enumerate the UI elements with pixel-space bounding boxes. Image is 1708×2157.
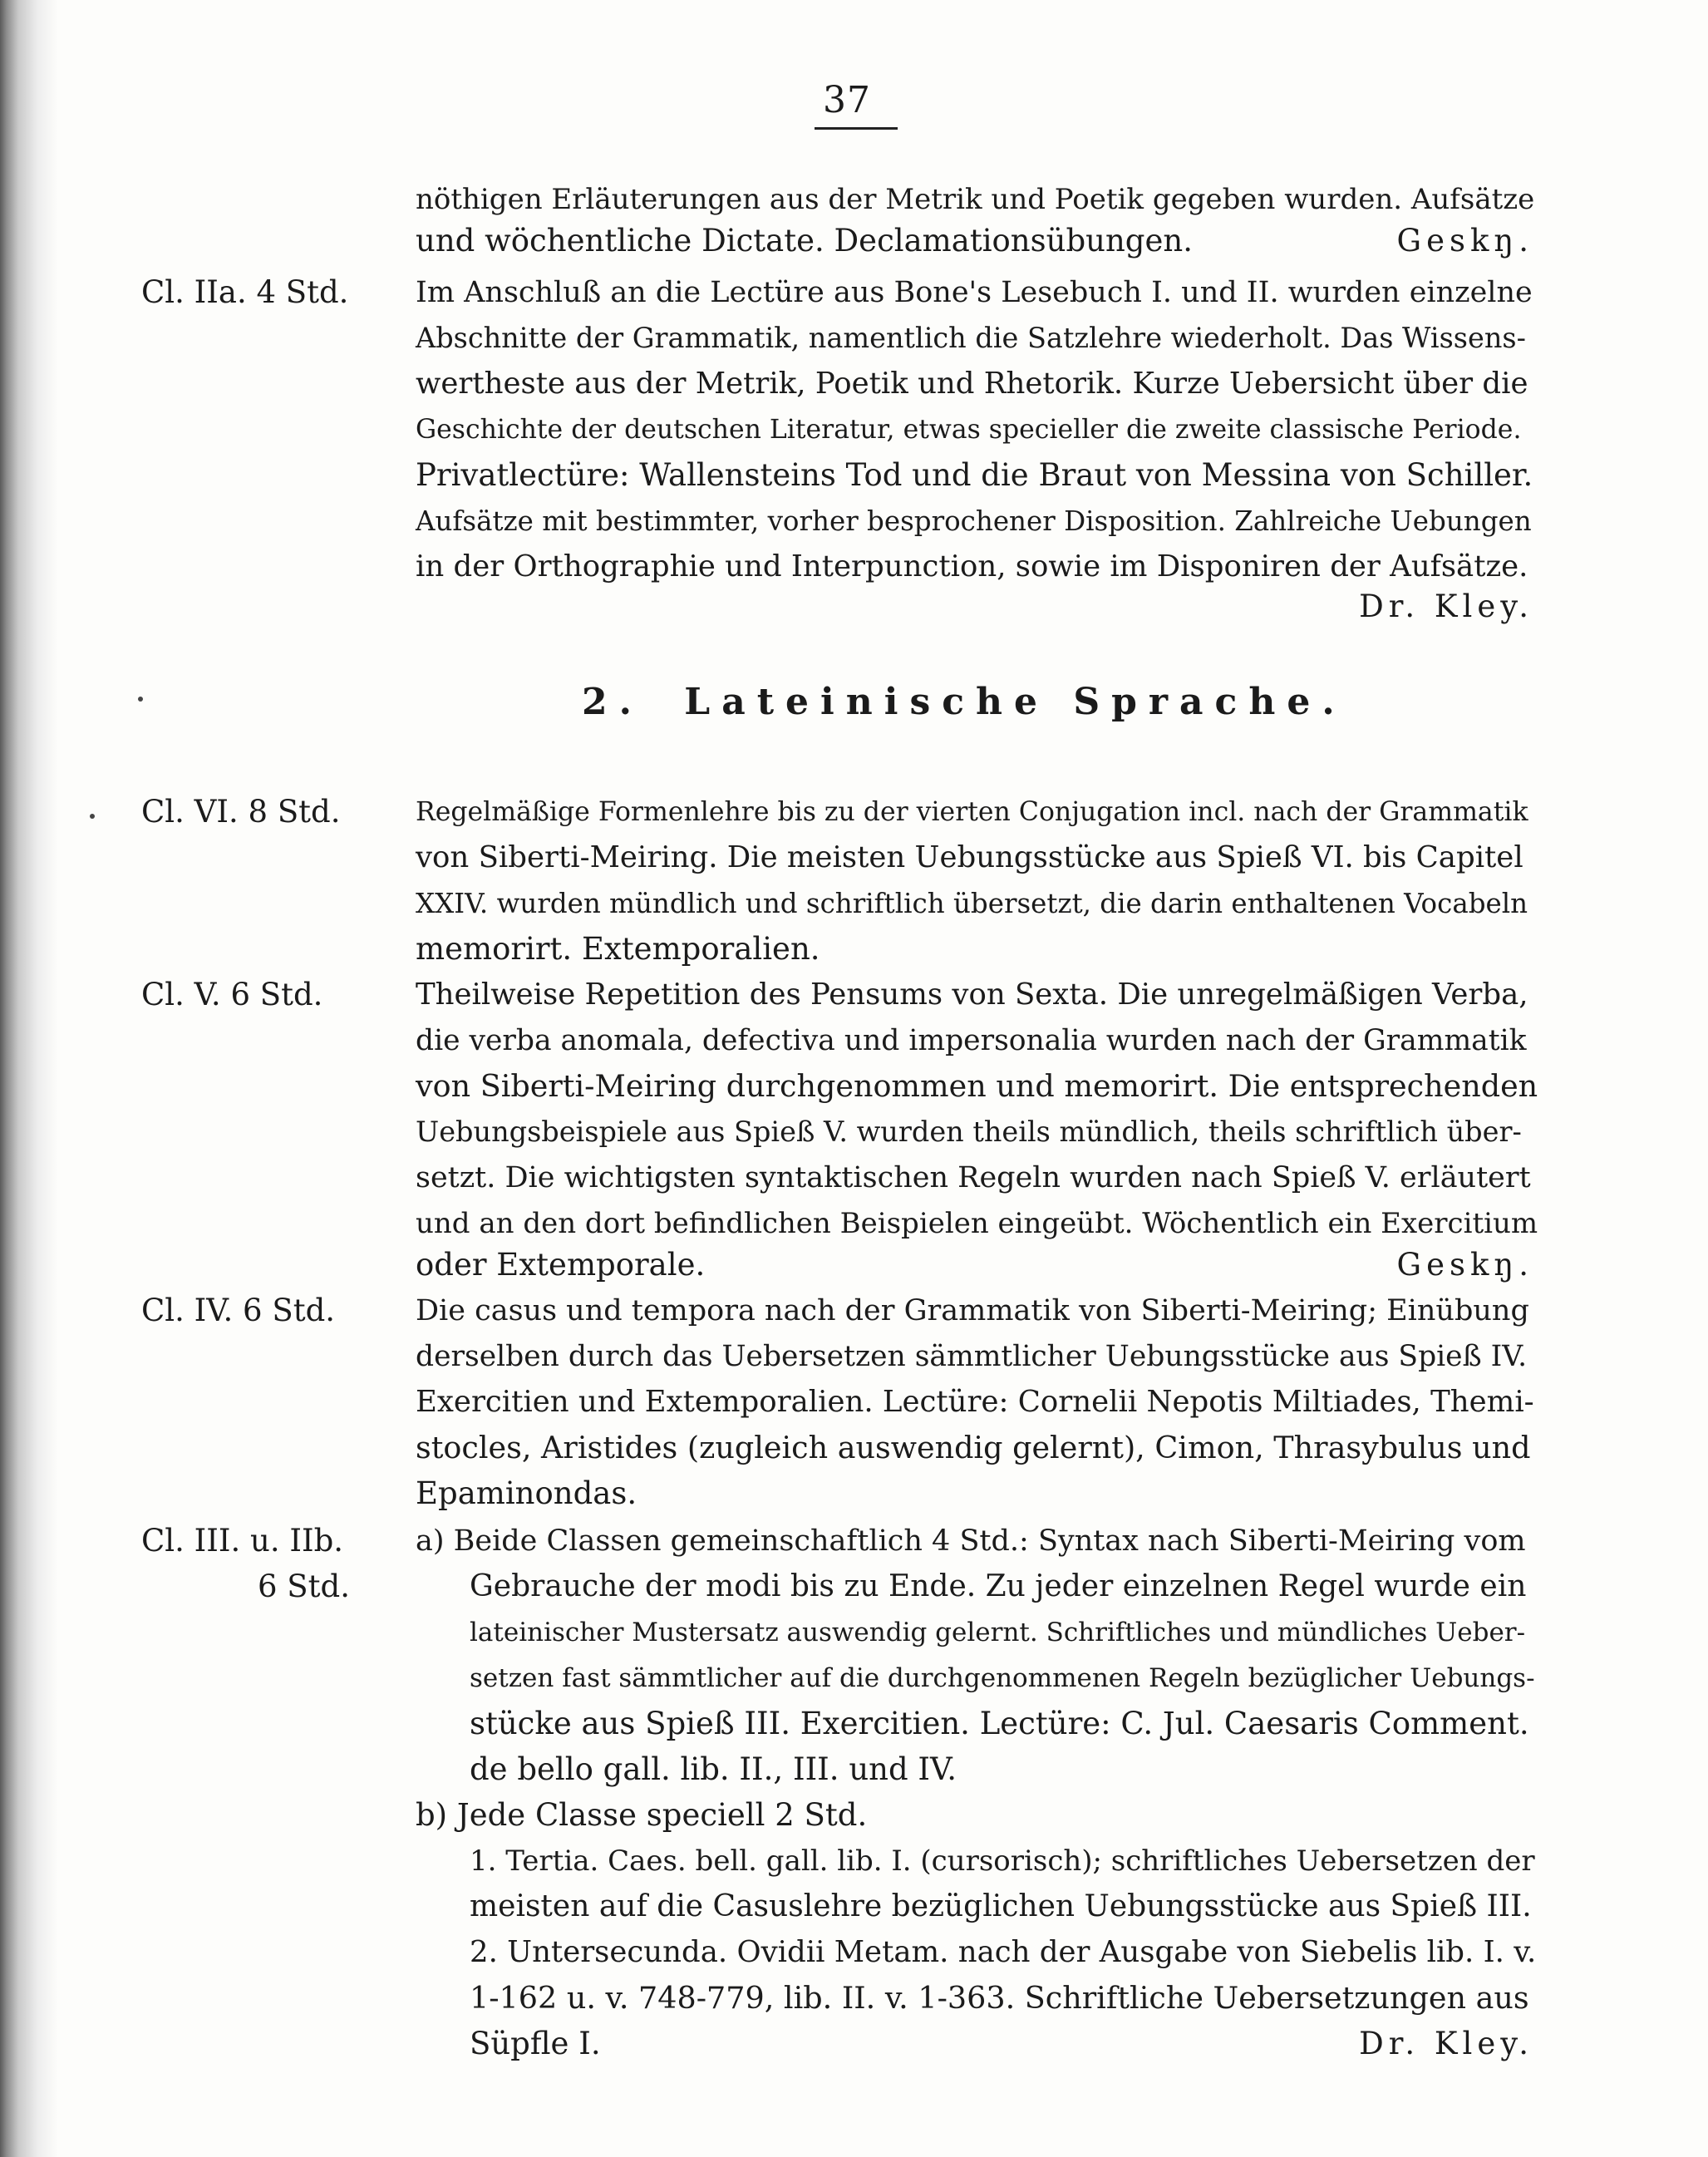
text-line: derselben durch das Uebersetzen sämmtlicher Uebungsstücke aus Spieß IV. — [416, 1340, 1528, 1373]
text-line: Uebungsbeispiele aus Spieß V. wurden theils mündlich, theils schriftlich über- — [416, 1115, 1522, 1148]
class-label: Cl. III. u. IIb. — [141, 1523, 344, 1559]
text-line — [416, 223, 1533, 259]
text-line: Privatlectüre: Wallensteins Tod und die Braut von Messina von Schiller. — [416, 457, 1533, 493]
text-line: Aufsätze mit bestimmter, vorher besprochener Disposition. Zahlreiche Uebungen — [416, 505, 1532, 537]
author-signature: Geskŋ. — [1396, 1247, 1533, 1283]
text-line: von Siberti-Meiring. Die meisten Uebungsstücke aus Spieß VI. bis Capitel — [416, 840, 1523, 874]
text-line: 1. Tertia. Caes. bell. gall. lib. I. (cursorisch); schriftliches Uebersetzen der — [470, 1844, 1535, 1878]
text-line — [416, 181, 1533, 218]
text-line: stücke aus Spieß III. Exercitien. Lectüre: C. Jul. Caesaris Comment. — [470, 1706, 1529, 1741]
text-line — [470, 2026, 1533, 2062]
class-label: Cl. IV. 6 Std. — [141, 1293, 336, 1328]
section-title: Lateinische Sprache. — [684, 681, 1346, 723]
text-line: Im Anschluß an die Lectüre aus Bone's Lesebuch I. und II. wurden einzelne — [416, 276, 1533, 309]
text-line: memorirt. Extemporalien. — [416, 931, 820, 967]
binding-shadow — [0, 0, 58, 2157]
text-line: wertheste aus der Metrik, Poetik und Rhetorik. Kurze Uebersicht über die — [416, 367, 1528, 401]
text-line-content: nöthigen Erläuterungen aus der Metrik und Poetik gegeben wurden. Aufsätze — [416, 183, 1535, 216]
text-line: a) Beide Classen gemeinschaftlich 4 Std.: Syntax nach Siberti-Meiring vom — [416, 1524, 1526, 1558]
margin-mark — [90, 814, 95, 819]
section-number: 2. — [582, 681, 643, 723]
text-line: Epaminondas. — [416, 1475, 637, 1511]
text-line — [416, 1247, 1533, 1283]
section-heading — [582, 679, 1346, 726]
text-line: Regelmäßige Formenlehre bis zu der vierten Conjugation incl. nach der Grammatik — [416, 797, 1528, 827]
text-line: Exercitien und Extemporalien. Lectüre: Cornelii Nepotis Miltiades, Themi- — [416, 1385, 1534, 1419]
text-line: Gebrauche der modi bis zu Ende. Zu jeder einzelnen Regel wurde ein — [470, 1569, 1527, 1603]
text-line-content: Süpfle I. — [470, 2026, 601, 2061]
text-line: setzen fast sämmtlicher auf die durchgenommenen Regeln bezüglicher Uebungs- — [470, 1663, 1535, 1693]
text-line: Geschichte der deutschen Literatur, etwas specieller die zweite classische Periode. — [416, 415, 1522, 445]
text-line: 1-162 u. v. 748-779, lib. II. v. 1-363. Schriftliche Uebersetzungen aus — [470, 1980, 1529, 2016]
text-line: meisten auf die Casuslehre bezüglichen Uebungsstücke aus Spieß III. — [470, 1889, 1532, 1923]
text-line: von Siberti-Meiring durchgenommen und memorirt. Die entsprechenden — [416, 1068, 1538, 1104]
text-line: die verba anomala, defectiva und impersonalia wurden nach der Grammatik — [416, 1024, 1527, 1057]
page-number-rule — [815, 127, 898, 130]
text-line: Die casus und tempora nach der Grammatik von Siberti-Meiring; Einübung — [416, 1294, 1529, 1327]
class-label: Cl. V. 6 Std. — [141, 977, 323, 1012]
text-line: und an den dort befindlichen Beispielen eingeübt. Wöchentlich ein Exercitium — [416, 1207, 1538, 1240]
text-line: XXIV. wurden mündlich und schriftlich übersetzt, die darin enthaltenen Vocabeln — [416, 888, 1528, 919]
class-label: Cl. VI. 8 Std. — [141, 794, 341, 830]
text-line: Theilweise Repetition des Pensums von Sexta. Die unregelmäßigen Verba, — [416, 978, 1528, 1012]
author-signature: Geskŋ. — [1396, 223, 1533, 259]
class-label: Cl. IIa. 4 Std. — [141, 274, 349, 310]
margin-mark — [138, 697, 143, 702]
text-line: lateinischer Mustersatz auswendig gelernt. Schriftliches und mündliches Ueber- — [470, 1618, 1526, 1647]
text-line: stocles, Aristides (zugleich auswendig gelernt), Cimon, Thrasybulus und — [416, 1430, 1531, 1465]
text-line: in der Orthographie und Interpunction, sowie im Disponiren der Aufsätze. — [416, 549, 1528, 584]
text-line: Abschnitte der Grammatik, namentlich die Satzlehre wiederholt. Das Wissens- — [416, 322, 1526, 354]
class-hours-label: 6 Std. — [258, 1569, 350, 1604]
page-number: 37 — [823, 79, 871, 121]
text-line: de bello gall. lib. II., III. und IV. — [470, 1751, 957, 1787]
author-signature: Dr. Kley. — [1359, 2026, 1533, 2061]
text-line: setzt. Die wichtigsten syntaktischen Regeln wurden nach Spieß V. erläutert — [416, 1161, 1531, 1194]
author-signature: Dr. Kley. — [1359, 588, 1533, 624]
text-line: b) Jede Classe speciell 2 Std. — [416, 1797, 868, 1833]
text-line-content: und wöchentliche Dictate. Declamationsübungen. — [416, 223, 1193, 259]
text-line-content: oder Extemporale. — [416, 1247, 706, 1283]
text-line: 2. Untersecunda. Ovidii Metam. nach der Ausgabe von Siebelis lib. I. v. — [470, 1935, 1537, 1969]
